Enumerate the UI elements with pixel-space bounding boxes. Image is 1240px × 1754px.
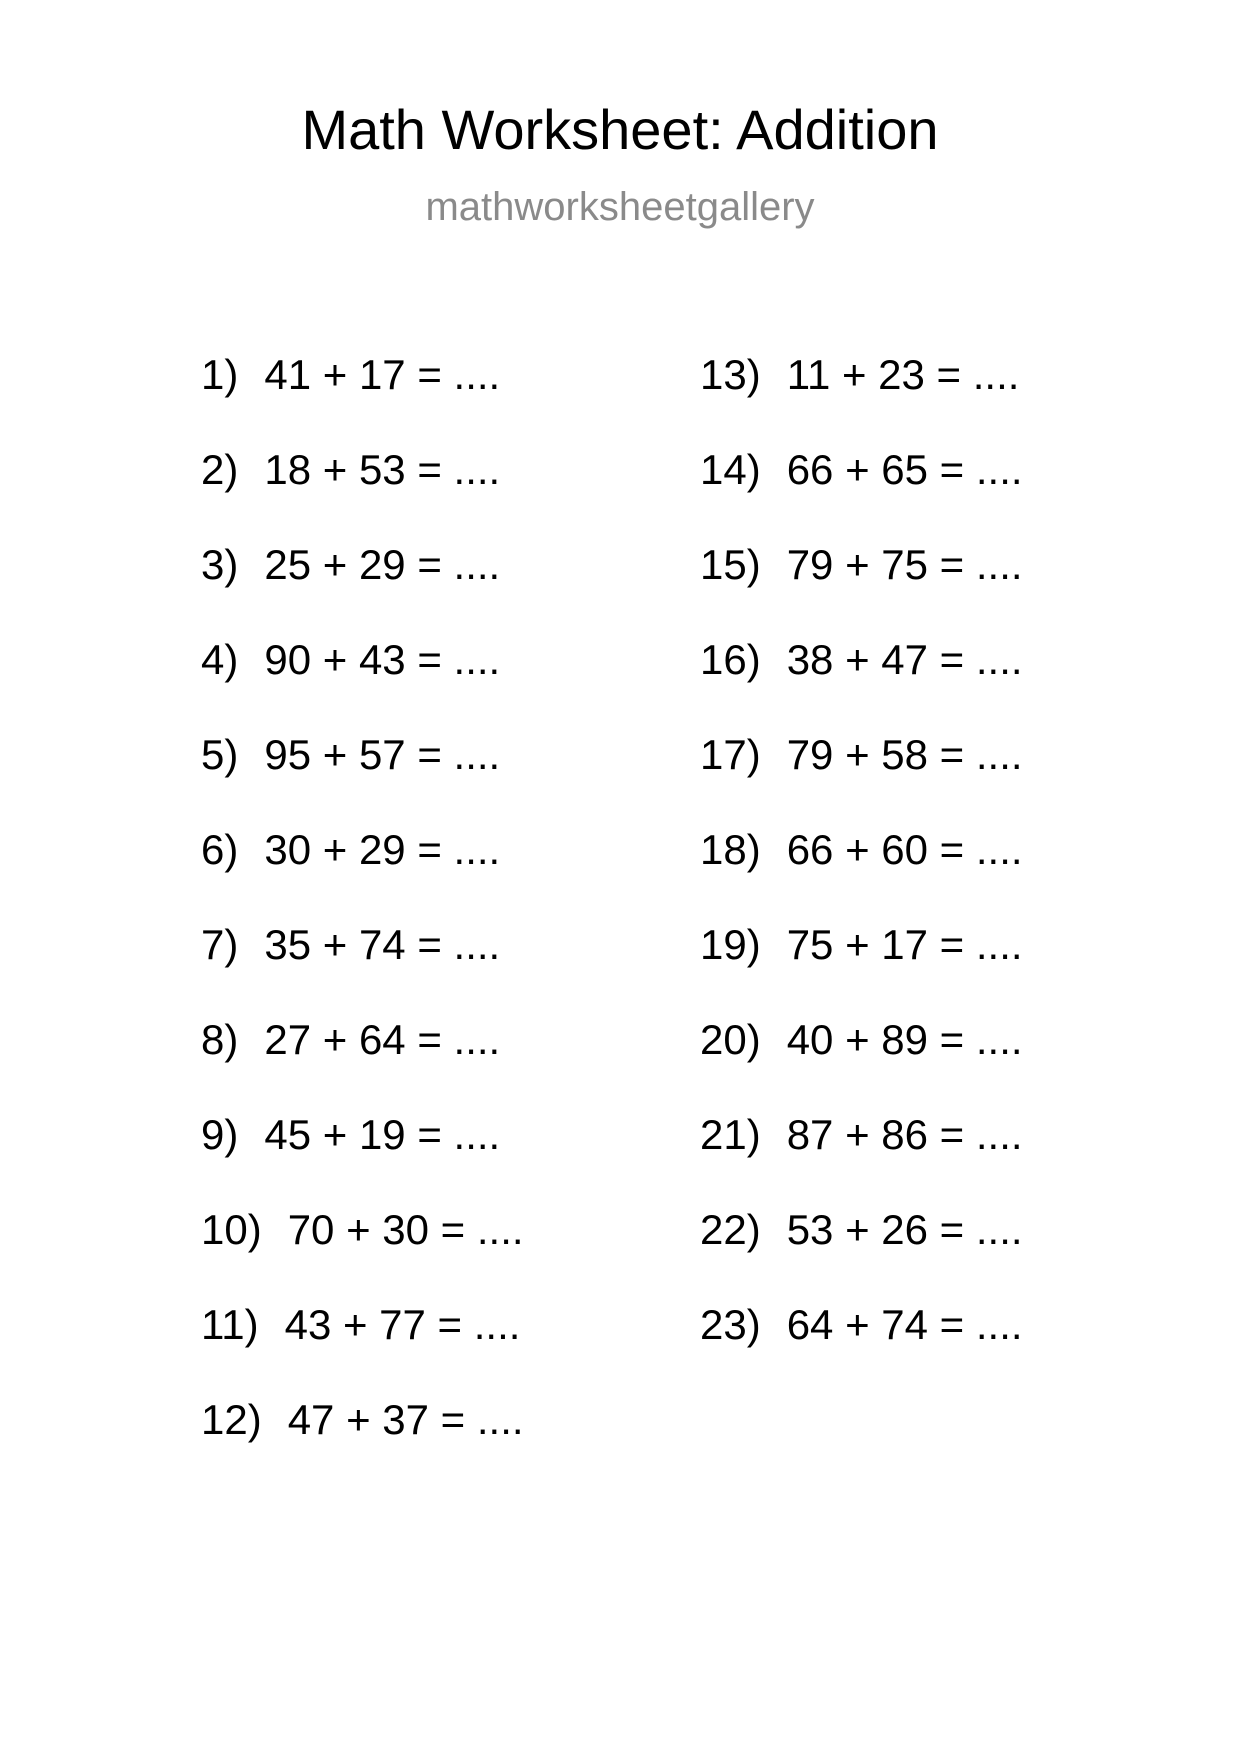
problem-19	[700, 920, 1023, 1015]
problem-expression: 41 + 17 = ....	[264, 351, 501, 398]
problem-number: 17)	[700, 731, 761, 778]
problem-number: 14)	[700, 446, 761, 493]
problem-expression: 38 + 47 = ....	[786, 636, 1023, 683]
problem-21	[700, 1110, 1023, 1205]
problem-expression: 47 + 37 = ....	[287, 1396, 524, 1443]
problem-expression: 45 + 19 = ....	[264, 1111, 501, 1158]
problems-right-column	[700, 350, 1023, 1395]
problem-number: 21)	[700, 1111, 761, 1158]
problem-number: 8)	[201, 1016, 239, 1063]
problem-number: 2)	[201, 446, 239, 493]
problem-number: 22)	[700, 1206, 761, 1253]
problem-number: 7)	[201, 921, 239, 968]
problem-8	[201, 1015, 524, 1110]
problem-7	[201, 920, 524, 1015]
problem-number: 11)	[201, 1301, 259, 1348]
problem-number: 1)	[201, 351, 239, 398]
problem-16	[700, 635, 1023, 730]
problem-expression: 70 + 30 = ....	[287, 1206, 524, 1253]
problem-expression: 53 + 26 = ....	[786, 1206, 1023, 1253]
problem-number: 16)	[700, 636, 761, 683]
problem-number: 19)	[700, 921, 761, 968]
problem-4	[201, 635, 524, 730]
problem-expression: 25 + 29 = ....	[264, 541, 501, 588]
problem-number: 23)	[700, 1301, 761, 1348]
problem-expression: 11 + 23 = ....	[786, 351, 1020, 398]
problem-expression: 75 + 17 = ....	[786, 921, 1023, 968]
problem-expression: 66 + 60 = ....	[786, 826, 1023, 873]
problem-number: 4)	[201, 636, 239, 683]
problem-expression: 95 + 57 = ....	[264, 731, 501, 778]
worksheet-source: mathworksheetgallery	[425, 185, 815, 229]
problem-20	[700, 1015, 1023, 1110]
problem-number: 9)	[201, 1111, 239, 1158]
problem-17	[700, 730, 1023, 825]
problem-9	[201, 1110, 524, 1205]
problem-expression: 18 + 53 = ....	[264, 446, 501, 493]
problem-expression: 30 + 29 = ....	[264, 826, 501, 873]
problem-number: 12)	[201, 1396, 262, 1443]
problem-expression: 79 + 75 = ....	[786, 541, 1023, 588]
problem-number: 13)	[700, 351, 761, 398]
problem-23	[700, 1300, 1023, 1395]
problem-number: 18)	[700, 826, 761, 873]
problem-number: 5)	[201, 731, 239, 778]
problem-3	[201, 540, 524, 635]
problem-11	[201, 1300, 524, 1395]
problem-12	[201, 1395, 524, 1490]
problem-number: 6)	[201, 826, 239, 873]
problem-number: 15)	[700, 541, 761, 588]
problem-18	[700, 825, 1023, 920]
problem-expression: 64 + 74 = ....	[786, 1301, 1023, 1348]
problem-number: 10)	[201, 1206, 262, 1253]
problem-22	[700, 1205, 1023, 1300]
problem-number: 3)	[201, 541, 239, 588]
problem-2	[201, 445, 524, 540]
problem-15	[700, 540, 1023, 635]
problem-10	[201, 1205, 524, 1300]
problem-expression: 27 + 64 = ....	[264, 1016, 501, 1063]
problems-left-column	[201, 350, 524, 1490]
problem-expression: 66 + 65 = ....	[786, 446, 1023, 493]
problem-6	[201, 825, 524, 920]
worksheet-title: Math Worksheet: Addition	[301, 98, 939, 161]
problem-expression: 43 + 77 = ....	[284, 1301, 521, 1348]
problem-expression: 35 + 74 = ....	[264, 921, 501, 968]
problem-number: 20)	[700, 1016, 761, 1063]
problem-5	[201, 730, 524, 825]
problem-expression: 90 + 43 = ....	[264, 636, 501, 683]
problem-14	[700, 445, 1023, 540]
problem-expression: 40 + 89 = ....	[786, 1016, 1023, 1063]
problem-1	[201, 350, 524, 445]
problem-13	[700, 350, 1023, 445]
problem-expression: 79 + 58 = ....	[786, 731, 1023, 778]
problem-expression: 87 + 86 = ....	[786, 1111, 1023, 1158]
